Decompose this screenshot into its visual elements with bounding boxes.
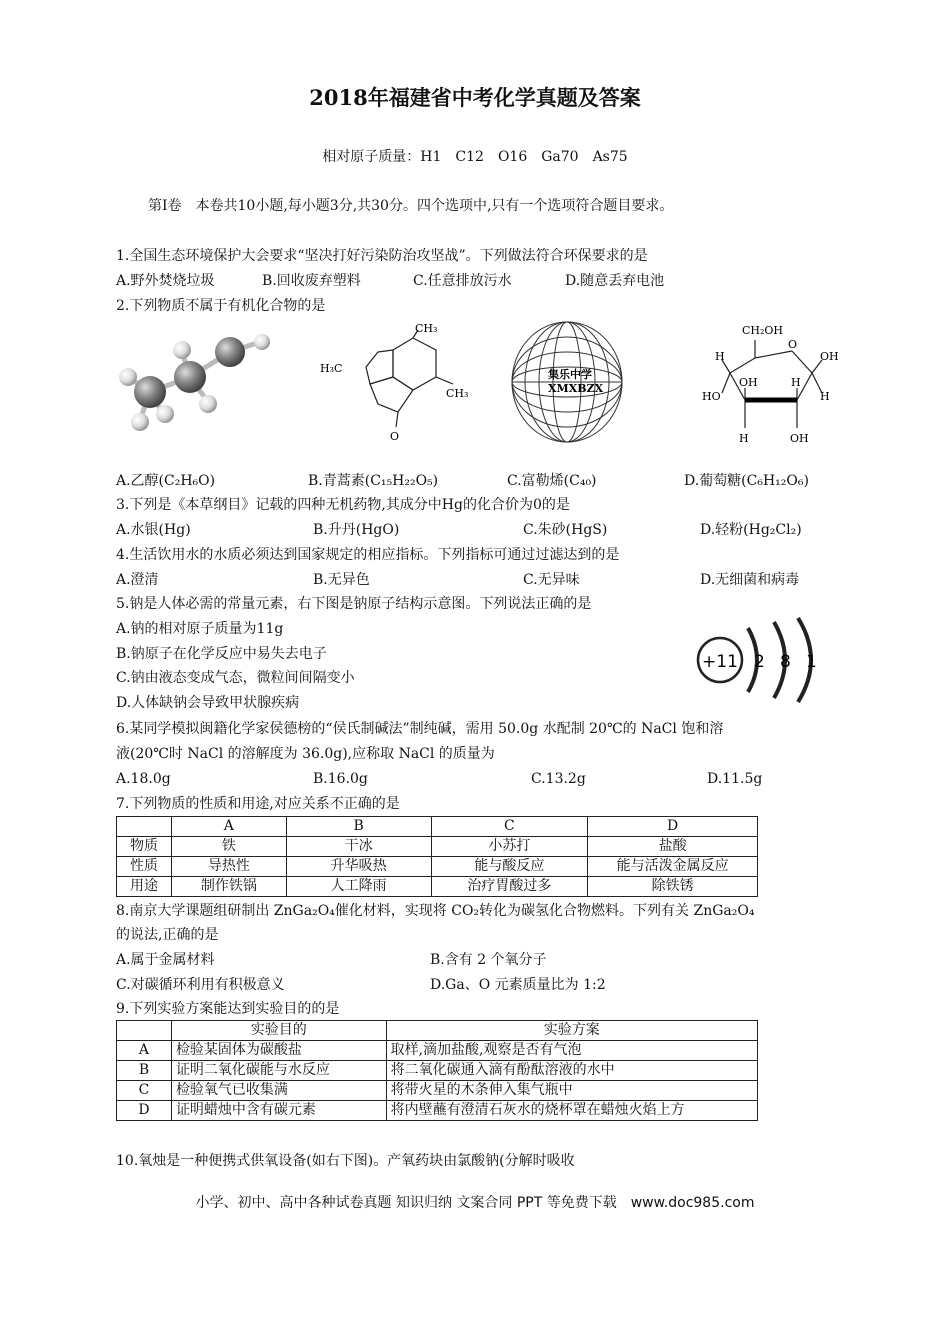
q4-option-a: A.澄清 (116, 572, 159, 588)
q8-stem-line1: 8.南京大学课题组研制出 ZnGa₂O₄催化材料，实现将 CO₂转化为碳氢化合物燃料。下列有关 ZnGa₂O₄ (116, 903, 755, 919)
atomic-mass-line: 相对原子质量：H1 C12 O16 Ga70 As75 (322, 149, 628, 165)
artemisinin-structure (318, 322, 478, 447)
table-cell: 制作铁锅 (171, 877, 286, 897)
table-cell: 取样,滴加盐酸,观察是否有气泡 (386, 1041, 757, 1061)
glucose-structure (700, 318, 850, 448)
table-cell: B (286, 817, 431, 837)
table-cell: 治疗胃酸过多 (431, 877, 588, 897)
q5-stem: 5.钠是人体必需的常量元素，右下图是钠原子结构示意图。下列说法正确的是 (116, 596, 592, 612)
q10-stem: 10.氧烛是一种便携式供氧设备(如右下图)。产氧药块由氯酸钠(分解时吸收 (116, 1153, 575, 1169)
table-cell: 将内壁蘸有澄清石灰水的烧杯罩在蜡烛火焰上方 (386, 1101, 757, 1121)
q7-header-row (117, 817, 758, 837)
q3-stem: 3.下列是《本草纲目》记载的四种无机药物,其成分中Hg的化合价为0的是 (116, 497, 570, 513)
table-cell: 性质 (117, 857, 172, 877)
footer-link-line[interactable]: 小学、初中、高中各种试卷真题 知识归纳 文案合同 PPT 等免费下载 www.doc985.com (195, 1195, 755, 1211)
table-cell: 小苏打 (431, 837, 588, 857)
sodium-atom-diagram (690, 614, 830, 706)
q7-stem: 7.下列物质的性质和用途,对应关系不正确的是 (116, 796, 400, 812)
table-row (117, 837, 758, 857)
shell-1-count: 2 (754, 652, 765, 672)
table-cell: 检验氧气已收集满 (171, 1081, 386, 1101)
table-cell: 实验目的 (171, 1021, 386, 1041)
table-row (117, 1061, 758, 1081)
section-intro: 第Ⅰ卷 本卷共10小题,每小题3分,共30分。四个选项中,只有一个选项符合题目要求。 (148, 198, 674, 214)
table-cell (117, 817, 172, 837)
q7-table (116, 816, 758, 897)
ch3-top-label: CH₃ (415, 322, 438, 335)
table-row (117, 1041, 758, 1061)
table-cell: 盐酸 (588, 837, 758, 857)
q8-stem-line2: 的说法,正确的是 (116, 927, 219, 943)
table-cell: 检验某固体为碳酸盐 (171, 1041, 386, 1061)
table-cell: 能与活泼金属反应 (588, 857, 758, 877)
q5-option-d: D.人体缺钠会导致甲状腺疾病 (116, 695, 300, 711)
table-cell: A (171, 817, 286, 837)
q4-stem: 4.生活饮用水的水质必须达到国家规定的相应指标。下列指标可通过过滤达到的是 (116, 547, 620, 563)
table-cell: D (117, 1101, 172, 1121)
q3-option-b: B.升丹(HgO) (313, 522, 400, 538)
table-cell: 升华吸热 (286, 857, 431, 877)
q1-option-c: C.任意排放污水 (413, 273, 512, 289)
table-cell: 导热性 (171, 857, 286, 877)
q3-option-c: C.朱砂(HgS) (523, 522, 608, 538)
table-cell: B (117, 1061, 172, 1081)
q6-option-b: B.16.0g (313, 771, 368, 787)
oh-label-3: OH (790, 432, 809, 445)
table-cell: 用途 (117, 877, 172, 897)
carbonyl-o-label: O (390, 430, 400, 443)
q2-option-d: D.葡萄糖(C₆H₁₂O₆) (684, 473, 809, 489)
q3-option-d: D.轻粉(Hg₂Cl₂) (700, 522, 802, 538)
h-label-1: H (715, 350, 725, 363)
q6-stem-line2: 液(20℃时 NaCl 的溶解度为 36.0g),应称取 NaCl 的质量为 (116, 746, 495, 762)
table-cell: D (588, 817, 758, 837)
page-title: 2018年福建省中考化学真题及答案 (309, 85, 641, 110)
q4-option-d: D.无细菌和病毒 (700, 572, 800, 588)
q5-option-c: C.钠由液态变成气态，微粒间间隔变小 (116, 670, 355, 686)
q6-option-c: C.13.2g (531, 771, 586, 787)
q6-stem-line1: 6.某同学模拟闽籍化学家侯德榜的“侯氏制碱法”制纯碱，需用 50.0g 水配制 20℃的 NaCl 饱和溶 (116, 721, 724, 737)
fullerene-structure (508, 318, 626, 446)
q8-option-c: C.对碳循环利用有积极意义 (116, 977, 285, 993)
q5-option-b: B.钠原子在化学反应中易失去电子 (116, 646, 327, 662)
table-cell: 干冰 (286, 837, 431, 857)
table-cell: 除铁锈 (588, 877, 758, 897)
q8-option-a: A.属于金属材料 (116, 952, 215, 968)
q9-header-row (117, 1021, 758, 1041)
table-cell: 铁 (171, 837, 286, 857)
table-row (117, 1081, 758, 1101)
table-cell: 能与酸反应 (431, 857, 588, 877)
h3c-label: H₃C (320, 362, 343, 375)
h-label-4: H (739, 432, 749, 445)
ch2oh-label: CH₂OH (742, 324, 784, 337)
q2-option-b: B.青蒿素(C₁₅H₂₂O₅) (308, 473, 439, 489)
q9-stem: 9.下列实验方案能达到实验目的的是 (116, 1001, 340, 1017)
watermark-line1: 集乐中学 (548, 368, 592, 381)
oh-label-2: OH (739, 376, 758, 389)
h-label-2: H (820, 390, 830, 403)
table-cell: 证明蜡烛中含有碳元素 (171, 1101, 386, 1121)
q4-option-b: B.无异色 (313, 572, 370, 588)
q6-option-d: D.11.5g (707, 771, 763, 787)
table-cell (117, 1021, 172, 1041)
table-cell: 实验方案 (386, 1021, 757, 1041)
table-cell: 证明二氧化碳能与水反应 (171, 1061, 386, 1081)
q2-stem: 2.下列物质不属于有机化合物的是 (116, 298, 326, 314)
table-cell: A (117, 1041, 172, 1061)
q9-table (116, 1020, 758, 1121)
nucleus-charge: +11 (702, 652, 738, 672)
table-cell: C (117, 1081, 172, 1101)
q6-option-a: A.18.0g (116, 771, 171, 787)
table-cell: 将二氧化碳通入滴有酚酞溶液的水中 (386, 1061, 757, 1081)
q1-stem: 1.全国生态环境保护大会要求“坚决打好污染防治攻坚战”。下列做法符合环保要求的是 (116, 248, 648, 264)
shell-3-count: 1 (806, 652, 817, 672)
table-row (117, 1101, 758, 1121)
table-cell: 将带火星的木条伸入集气瓶中 (386, 1081, 757, 1101)
shell-2-count: 8 (780, 652, 791, 672)
q1-option-d: D.随意丢弃电池 (565, 273, 665, 289)
q1-option-a: A.野外焚烧垃圾 (116, 273, 215, 289)
q2-option-c: C.富勒烯(C₄₀) (507, 473, 597, 489)
q2-option-a: A.乙醇(C₂H₆O) (116, 473, 216, 489)
table-row (117, 857, 758, 877)
q8-option-b: B.含有 2 个氧分子 (430, 952, 547, 968)
table-cell: 人工降雨 (286, 877, 431, 897)
table-cell: C (431, 817, 588, 837)
q5-option-a: A.钠的相对原子质量为11g (116, 621, 284, 637)
q8-option-d: D.Ga、O 元素质量比为 1:2 (430, 977, 606, 993)
watermark-line2: XMXBZX (548, 382, 604, 395)
h-label-3: H (791, 376, 801, 389)
ho-label: HO (702, 390, 721, 403)
q4-option-c: C.无异味 (523, 572, 580, 588)
oh-label-1: OH (820, 350, 839, 363)
q1-option-b: B.回收废弃塑料 (262, 273, 361, 289)
ch3-right-label: CH₃ (446, 387, 469, 400)
ring-o-label: O (788, 338, 798, 351)
table-cell: 物质 (117, 837, 172, 857)
table-row (117, 877, 758, 897)
q3-option-a: A.水银(Hg) (116, 522, 191, 538)
ethanol-molecule-model (110, 322, 280, 442)
